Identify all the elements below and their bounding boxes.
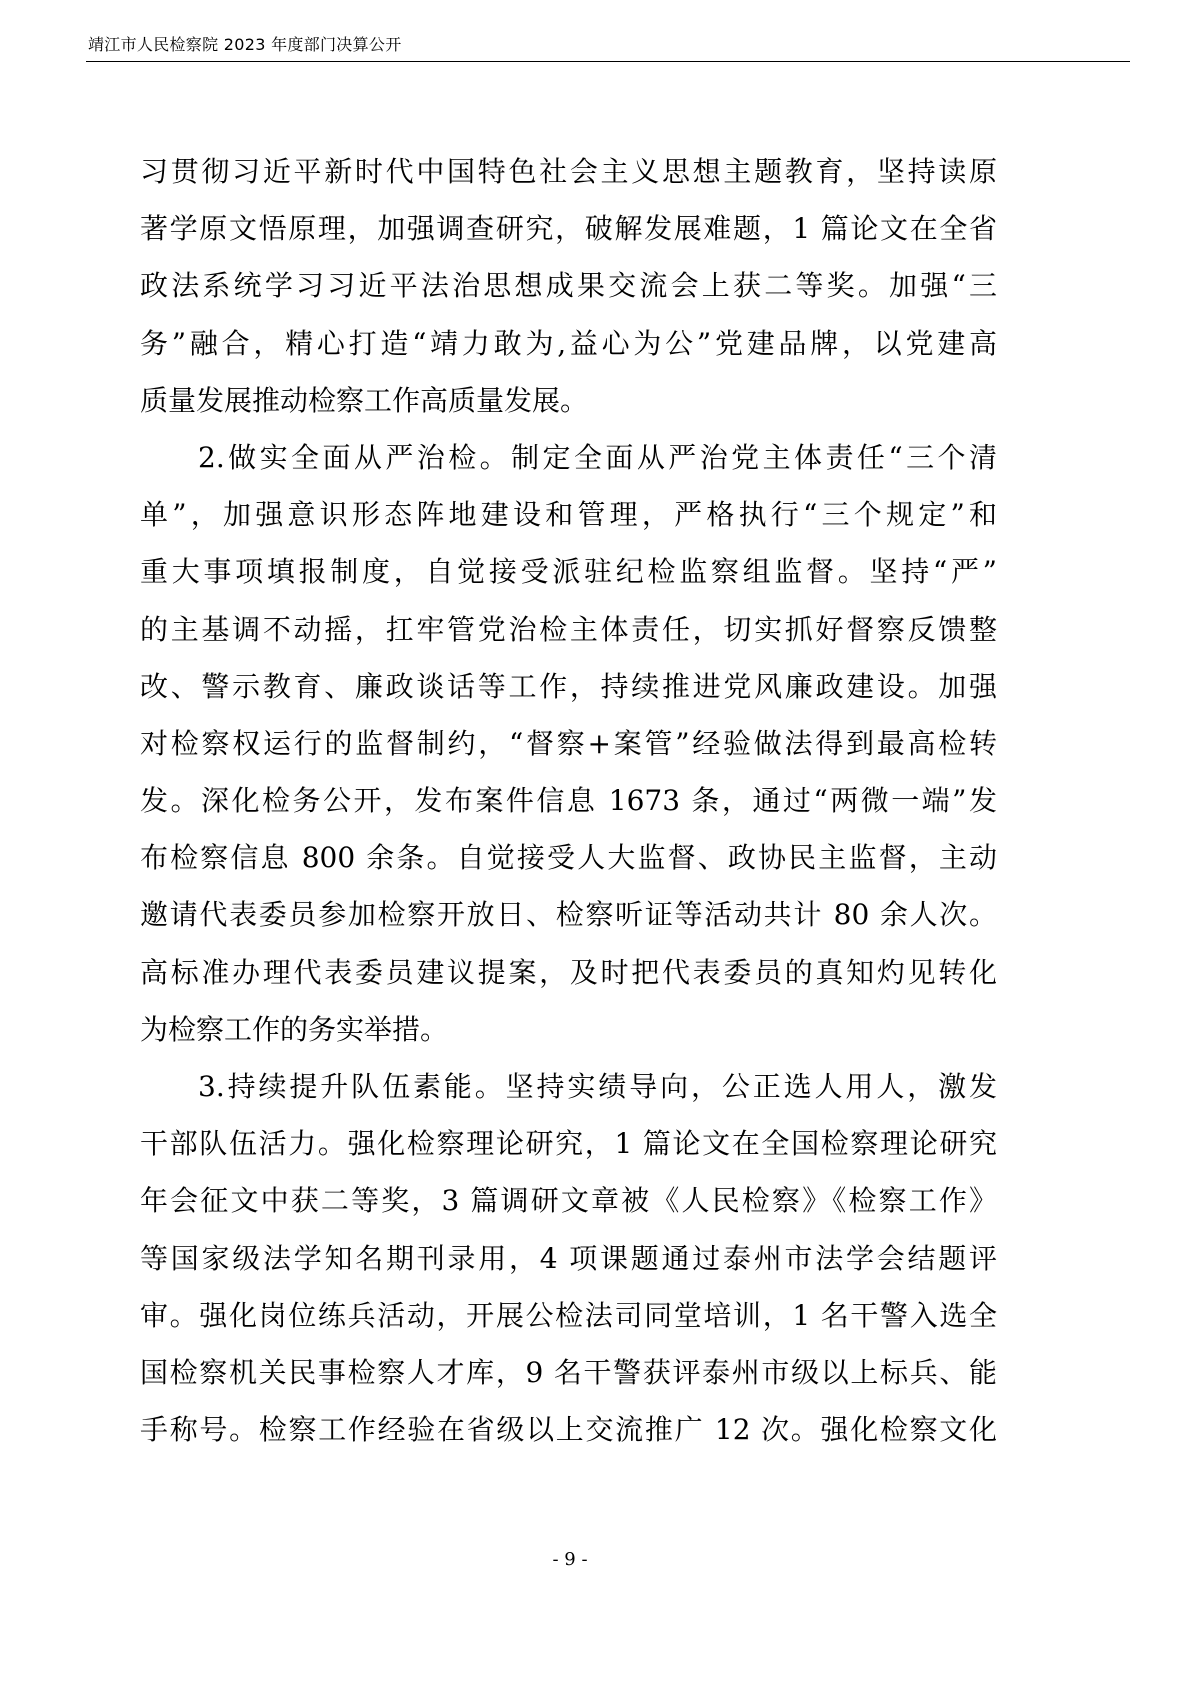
document-body: [140, 143, 997, 1458]
text-line: 干部队伍活力。强化检察理论研究，1 篇论文在全国检察理论研究: [140, 1127, 997, 1161]
text-line: 质量发展推动检察工作高质量发展。: [140, 383, 589, 417]
text-line: 年会征文中获二等奖，3 篇调研文章被《人民检察》《检察工作》: [140, 1184, 997, 1218]
paragraph: [140, 143, 997, 429]
text-line: 单”，加强意识形态阵地建设和管理，严格执行“三个规定”和: [140, 498, 997, 532]
paragraph: [140, 1058, 997, 1458]
text-line: 的主基调不动摇，扛牢管党治检主体责任，切实抓好督察反馈整: [140, 612, 997, 646]
text-line: 重大事项填报制度，自觉接受派驻纪检监察组监督。坚持“严”: [140, 555, 997, 589]
page-number: - 9 -: [552, 1549, 588, 1570]
running-header: 靖江市人民检察院 2023 年度部门决算公开: [88, 35, 402, 54]
text-line: 邀请代表委员参加检察开放日、检察听证等活动共计 80 余人次。: [140, 898, 997, 932]
text-line: 高标准办理代表委员建议提案，及时把代表委员的真知灼见转化: [140, 955, 997, 989]
text-line: 著学原文悟原理，加强调查研究，破解发展难题，1 篇论文在全省: [140, 212, 997, 246]
text-line: 习贯彻习近平新时代中国特色社会主义思想主题教育，坚持读原: [140, 155, 997, 188]
text-line: 对检察权运行的监督制约，“督察+案管”经验做法得到最高检转: [140, 726, 997, 760]
text-line: 政法系统学习习近平法治思想成果交流会上获二等奖。加强“三: [140, 269, 997, 303]
text-line: 2.做实全面从严治检。制定全面从严治党主体责任“三个清: [198, 440, 997, 474]
text-line: 审。强化岗位练兵活动，开展公检法司同堂培训，1 名干警入选全: [140, 1298, 997, 1332]
text-line: 3.持续提升队伍素能。坚持实绩导向，公正选人用人，激发: [198, 1070, 997, 1103]
text-line: 为检察工作的务实举措。: [140, 1012, 449, 1046]
header-divider: [86, 61, 1130, 62]
paragraph: [140, 429, 997, 1058]
text-line: 等国家级法学知名期刊录用，4 项课题通过泰州市法学会结题评: [140, 1241, 997, 1275]
text-line: 改、警示教育、廉政谈话等工作，持续推进党风廉政建设。加强: [140, 669, 997, 703]
text-line: 国检察机关民事检察人才库，9 名干警获评泰州市级以上标兵、能: [140, 1355, 997, 1389]
text-line: 务”融合，精心打造“靖力敢为,益心为公”党建品牌，以党建高: [140, 326, 997, 360]
text-line: 手称号。检察工作经验在省级以上交流推广 12 次。强化检察文化: [140, 1413, 997, 1447]
text-line: 布检察信息 800 余条。自觉接受人大监督、政协民主监督，主动: [140, 841, 997, 875]
text-line: 发。深化检务公开，发布案件信息 1673 条，通过“两微一端”发: [140, 784, 997, 818]
